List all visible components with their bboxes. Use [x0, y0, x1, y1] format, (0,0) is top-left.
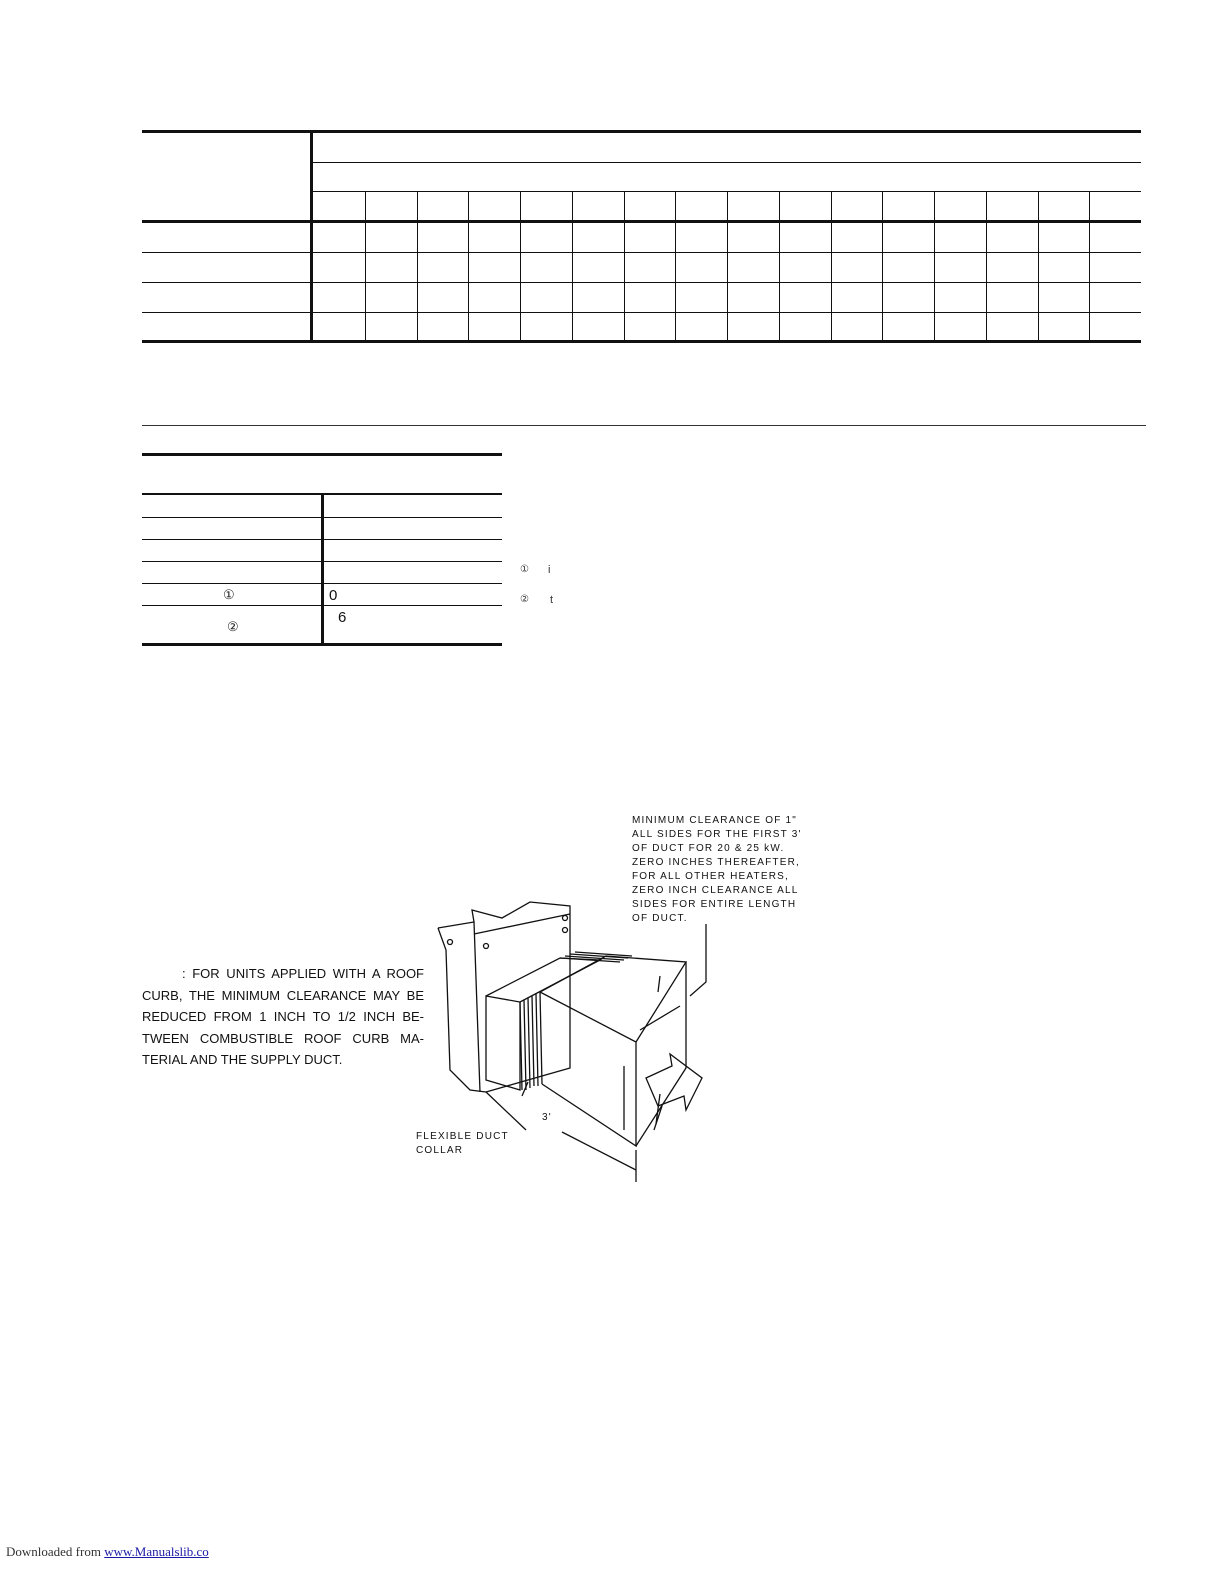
footer-prefix: Downloaded from [6, 1544, 105, 1559]
footnote-2-text: t [550, 594, 554, 606]
table-column-divider [675, 192, 676, 343]
footnote-2-mark: ② [520, 594, 529, 605]
table-bottom-rule [142, 340, 1141, 343]
table-column-divider [1089, 192, 1090, 343]
download-footer [6, 1544, 209, 1560]
table-column-divider [831, 192, 832, 343]
footnote-1-text: i [548, 564, 551, 576]
table-header-bottom-rule [142, 220, 1141, 223]
table-column-divider [572, 192, 573, 343]
note-line: TERIAL AND THE SUPPLY DUCT. [142, 1052, 343, 1067]
top-table [142, 130, 1141, 343]
table-column-divider [727, 192, 728, 343]
table-column-divider [882, 192, 883, 343]
duct-clearance-figure [410, 810, 830, 1190]
callout-line: MINIMUM CLEARANCE OF 1" [632, 815, 798, 826]
manualslib-link[interactable]: www.Manualslib.co [104, 1544, 209, 1559]
table-header-rule [312, 162, 1141, 163]
table-column-divider [520, 192, 521, 343]
table-stub-divider [310, 130, 313, 343]
dimension-label: 3' [542, 1112, 552, 1123]
table-column-divider [986, 192, 987, 343]
callout-line: SIDES FOR ENTIRE LENGTH [632, 899, 797, 910]
callout-line: ZERO INCH CLEARANCE ALL [632, 885, 799, 896]
collar-label-line: FLEXIBLE DUCT [416, 1131, 509, 1142]
small-table-rule [142, 453, 502, 456]
row4-footnote-mark: ① [223, 587, 235, 602]
note-line: CURB, THE MINIMUM CLEARANCE MAY BE [142, 987, 424, 1003]
note-line: : FOR UNITS APPLIED WITH A ROOF [182, 966, 424, 981]
table-top-rule [142, 130, 1141, 133]
note-line: REDUCED FROM 1 INCH TO 1/2 INCH BE- [142, 1009, 424, 1024]
note-line: TWEEN COMBUSTIBLE ROOF CURB MA- [142, 1030, 424, 1046]
flexible-duct-collar-label [416, 1130, 509, 1158]
table-column-divider [468, 192, 469, 343]
table-column-divider [624, 192, 625, 343]
table-column-divider [1038, 192, 1039, 343]
table-row-rule [142, 252, 1141, 253]
footnote-1-mark: ① [520, 564, 529, 575]
roof-curb-note [142, 963, 424, 1071]
small-table-divider [321, 494, 324, 645]
callout-line: ALL SIDES FOR THE FIRST 3' [632, 829, 802, 840]
section-divider [142, 425, 1146, 426]
table-column-divider [365, 192, 366, 343]
callout-line: OF DUCT. [632, 913, 688, 924]
callout-line: ZERO INCHES THEREAFTER, [632, 857, 800, 868]
collar-label-line: COLLAR [416, 1145, 464, 1156]
row4-value: 0 [329, 587, 338, 604]
table-row-rule [142, 312, 1141, 313]
table-row-rule [142, 282, 1141, 283]
table-column-divider [934, 192, 935, 343]
clearance-table [142, 453, 502, 648]
row5-footnote-mark: ② [227, 619, 239, 634]
table-column-divider [779, 192, 780, 343]
callout-line: OF DUCT FOR 20 & 25 kW. [632, 843, 785, 854]
callout-line: FOR ALL OTHER HEATERS, [632, 871, 789, 882]
table-column-divider [417, 192, 418, 343]
row5-value: 6 [338, 609, 347, 626]
